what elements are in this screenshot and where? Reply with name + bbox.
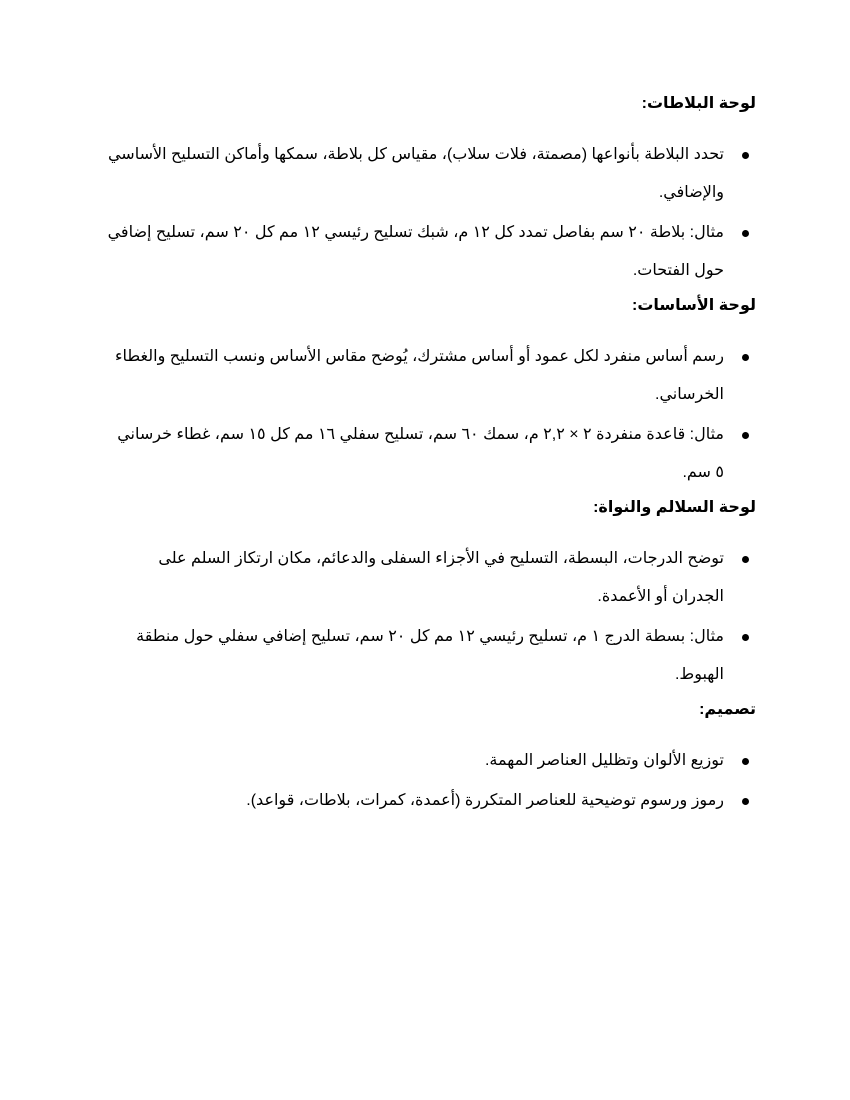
list-item-text: توزيع الألوان وتظليل العناصر المهمة. (484, 752, 724, 769)
list-item-text: مثال: بلاطة ٢٠ سم بفاصل تمدد كل ١٢ م، شبك تسليح رئيسي ١٢ مم كل ٢٠ سم، تسليح إضافي حول الفتحات. (107, 224, 724, 279)
bullet-icon (742, 432, 749, 439)
list-item (106, 618, 756, 694)
bullet-list-slabs (106, 136, 756, 290)
bullet-icon (742, 798, 749, 805)
list-item (106, 136, 756, 212)
list-item (106, 214, 756, 290)
bullet-list-stairs-core (106, 540, 756, 694)
bullet-icon (742, 634, 749, 641)
list-item (106, 742, 756, 780)
list-item-text: توضح الدرجات، البسطة، التسليح في الأجزاء السفلى والدعائم، مكان ارتكاز السلم على الجدران أو الأعمدة. (158, 550, 724, 605)
list-item-text: رموز ورسوم توضيحية للعناصر المتكررة (أعمدة، كمرات، بلاطات، قواعد). (246, 792, 724, 809)
list-item (106, 338, 756, 414)
section-heading-foundations: لوحة الأساسات: (631, 297, 756, 314)
list-item-text: مثال: بسطة الدرج ١ م، تسليح رئيسي ١٢ مم كل ٢٠ سم، تسليح إضافي سفلي حول منطقة الهبوط. (136, 628, 724, 683)
bullet-icon (742, 354, 749, 361)
list-item (106, 782, 756, 820)
list-item-text: تحدد البلاطة بأنواعها (مصمتة، فلات سلاب)، مقياس كل بلاطة، سمكها وأماكن التسليح الأساسي والإضافي. (107, 146, 724, 201)
section-heading-slabs: لوحة البلاطات: (641, 95, 756, 112)
bullet-icon (742, 230, 749, 237)
list-item-text: رسم أساس منفرد لكل عمود أو أساس مشترك، يُوضح مقاس الأساس ونسب التسليح والغطاء الخرساني. (115, 348, 724, 403)
list-item-text: مثال: قاعدة منفردة ٢ × ٢,٢ م، سمك ٦٠ سم، تسليح سفلي ١٦ مم كل ١٥ سم، غطاء خرساني ٥ سم. (117, 426, 724, 481)
list-item (106, 416, 756, 492)
bullet-icon (742, 152, 749, 159)
bullet-list-design (106, 742, 756, 820)
list-item (106, 540, 756, 616)
document-content (106, 94, 756, 826)
section-heading-stairs-core: لوحة السلالم والنواة: (593, 499, 756, 516)
bullet-icon (742, 758, 749, 765)
section-heading-design: تصميم: (699, 701, 756, 718)
bullet-list-foundations (106, 338, 756, 492)
bullet-icon (742, 556, 749, 563)
